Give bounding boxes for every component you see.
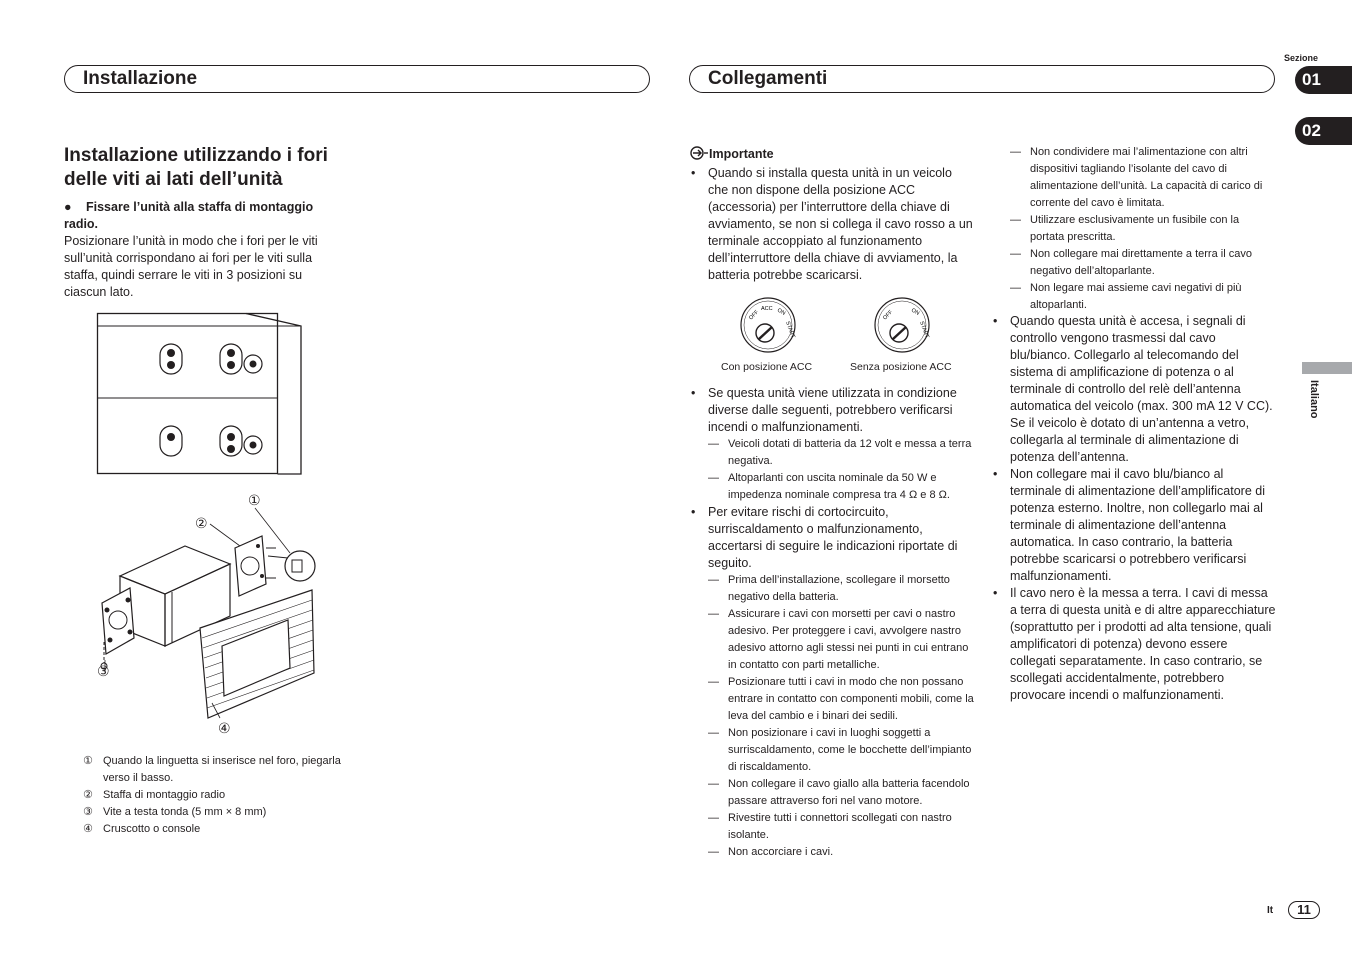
- key-label-start: START: [918, 320, 930, 340]
- caption-item: [83, 753, 345, 787]
- caption-item: [83, 804, 345, 821]
- dash-item: — Posizionare tutti i cavi in modo che non possano entrare in contatto con componenti mobili, come la leva del cambio e i binari dei sedili.: [688, 674, 974, 725]
- key-label-acc: ACC: [761, 306, 773, 312]
- important-heading: [689, 146, 774, 161]
- dash-item: — Assicurare i cavi con morsetti per cavi o nastro adesivo. Per proteggere i cavi, avvolgere nastro adesivo attorno agli stessi nei punti in cui entrano in contatto con parti metalliche.: [688, 606, 974, 674]
- install-body: Posizionare l’unità in modo che i fori per le viti sull’unità corrispondano ai fori per le viti sulla staffa, quindi serrare le viti in 3 posizioni su ciascun lato.: [64, 234, 318, 299]
- right-bullets: [990, 313, 1276, 704]
- section-title-text: Installazione: [83, 68, 198, 89]
- unit-side-view-figure: [96, 312, 320, 476]
- section-tab-01[interactable]: 01: [1295, 66, 1352, 94]
- caption-text: Vite a testa tonda (5 mm × 8 mm): [103, 806, 267, 818]
- caption-number: ②: [83, 789, 93, 801]
- caption-text: Staffa di montaggio radio: [103, 789, 226, 801]
- callout-4: ④: [218, 720, 231, 736]
- caption-text: Cruscotto o console: [103, 823, 201, 835]
- section-tab-02[interactable]: 02: [1295, 117, 1352, 145]
- important-icon: [689, 146, 709, 160]
- page-number: 11: [1288, 901, 1320, 919]
- ignition-key-acc-icon: [735, 296, 801, 354]
- dash-item: — Utilizzare esclusivamente un fusibile con la portata prescritta.: [1010, 212, 1276, 246]
- caption-text: Quando la linguetta si inserisce nel foro, piegarla verso il basso.: [103, 755, 341, 784]
- section-title-installazione: [64, 65, 650, 93]
- dash-item: — Rivestire tutti i connettori scollegati con nastro isolante.: [688, 810, 974, 844]
- caption-noacc: Senza posizione ACC: [850, 361, 952, 373]
- callout-1: ①: [248, 492, 261, 508]
- dash-item: — Non collegare il cavo giallo alla batteria facendolo passare attraverso fori nel vano motore.: [688, 776, 974, 810]
- section-label: Sezione: [1284, 53, 1319, 63]
- dash-item: — Non posizionare i cavi in luoghi soggetti a surriscaldamento, come le bocchette dell’impianto di riscaldamento.: [688, 725, 974, 776]
- language-code: It: [1267, 905, 1274, 916]
- caption-number: ①: [83, 755, 93, 767]
- key-label-off: OFF: [748, 309, 761, 322]
- bullet-ground: • Il cavo nero è la messa a terra. I cavi di messa a terra di questa unità e di altre apparecchiature (soprattutto per i prodotti ad alta tensione, quali amplificatori di potenza) devono essere collegati separatamente. In caso contrario, se scollegati accidentalmente, potrebbero provocare incendi o malfunzionamenti.: [990, 585, 1276, 704]
- figure-captions: [83, 753, 345, 838]
- dash-item: — Non accorciare i cavi.: [688, 844, 974, 861]
- install-subheading-text: Fissare l’unità alla staffa di montaggio radio.: [64, 200, 314, 231]
- language-bar: [1302, 362, 1352, 374]
- key-label-on: ON: [776, 307, 787, 317]
- install-subheading: [64, 199, 344, 233]
- bullet-dot-icon: ●: [64, 200, 72, 214]
- important-text: Importante: [709, 147, 774, 161]
- caption-number: ④: [83, 823, 93, 835]
- caption-item: [83, 787, 345, 804]
- dash-item: — Non condividere mai l’alimentazione con altri dispositivi tagliando l’isolante del cavo di alimentazione dell’unità. La capacità di carico di corrente del cavo è limitata.: [1010, 144, 1276, 212]
- callout-3: ③: [97, 663, 110, 679]
- bullet-blue-white: • Quando questa unità è accesa, i segnali di controllo vengono trasmessi dal cavo blu/bianco. Collegarlo al telecomando del sistema di amplificazione di potenza o al terminale di controllo del relè dell’antenna automatica del veicolo (max. 300 mA 12 V CC). Se il veicolo è dotato di un’antenna a vetro, collegarla al terminale di alimentazione di potenza dell’antenna.: [990, 313, 1276, 466]
- dash-item: — Veicoli dotati di batteria da 12 volt e messa a terra negativa.: [688, 436, 974, 470]
- ignition-key-noacc-icon: [869, 296, 935, 354]
- key-label-on: ON: [910, 307, 921, 317]
- bullet-shortcircuit: • Per evitare rischi di cortocircuito, surriscaldamento o malfunzionamento, accertarsi di seguire le indicazioni riportate di seguito.: [688, 504, 974, 572]
- bullet-conditions: • Se questa unità viene utilizzata in condizione diverse dalle seguenti, potrebbero verificarsi incendi o malfunzionamenti.: [688, 385, 974, 436]
- right-dash-list: [1010, 144, 1276, 314]
- middle-block-1: [688, 165, 974, 284]
- bullet-acc: • Quando si installa questa unità in un veicolo che non dispone della posizione ACC (accessoria) per l’interruttore della chiave di avviamento, se non si collega il cavo rosso a un terminale accoppiato al funzionamento dell’interruttore della chiave di avviamento, la batteria potrebbe scaricarsi.: [688, 165, 974, 284]
- dash-item: — Non collegare mai direttamente a terra il cavo negativo dell’altoparlante.: [1010, 246, 1276, 280]
- key-label-off: OFF: [882, 309, 895, 322]
- caption-item: [83, 821, 345, 838]
- install-heading: Installazione utilizzando i fori delle viti ai lati dell’unità: [64, 145, 328, 190]
- mounting-exploded-figure: [90, 488, 330, 746]
- key-label-start: START: [784, 320, 796, 340]
- language-label: Italiano: [1308, 380, 1320, 419]
- caption-acc: Con posizione ACC: [721, 361, 813, 373]
- dash-item: — Altoparlanti con uscita nominale da 50 W e impedenza nominale compresa tra 4 Ω e 8 Ω.: [688, 470, 974, 504]
- callout-2: ②: [195, 515, 208, 531]
- section-title-text: Collegamenti: [708, 68, 828, 89]
- section-title-collegamenti: [689, 65, 1275, 93]
- dash-item: — Prima dell’installazione, scollegare il morsetto negativo della batteria.: [688, 572, 974, 606]
- middle-block-2: [688, 385, 974, 861]
- bullet-blue-white-warning: • Non collegare mai il cavo blu/bianco al terminale di alimentazione dell’amplificatore di potenza esterno. Inoltre, non collegarlo mai al terminale di alimentazione dell’antenna automatica. In caso contrario, la batteria potrebbe scaricarsi o potrebbero verificarsi malfunzionamenti.: [990, 466, 1276, 585]
- caption-number: ③: [83, 806, 93, 818]
- dash-item: — Non legare mai assieme cavi negativi di più altoparlanti.: [1010, 280, 1276, 314]
